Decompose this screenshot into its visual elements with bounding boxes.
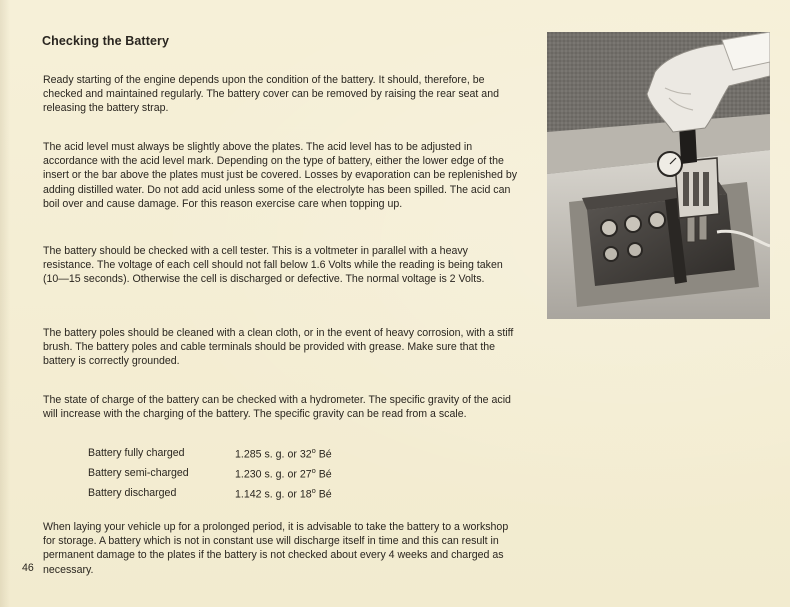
- baume-degrees-value: 27: [299, 468, 312, 481]
- table-row: [88, 443, 332, 463]
- charge-state-cell: Battery discharged: [88, 487, 177, 499]
- or-separator: or: [287, 468, 297, 481]
- paragraph-hydrometer: The state of charge of the battery can be checked with a hydrometer. The specific gravity of the acid will increase with the charging of the battery. The specific gravity can be read from a scale.: [43, 394, 511, 421]
- specific-gravity-value: 1.230 s. g.: [235, 468, 285, 481]
- gravity-cell: [235, 483, 332, 503]
- battery-photo-illustration: [547, 32, 770, 319]
- table-row: [88, 463, 332, 483]
- gravity-cell: [235, 463, 332, 483]
- paragraph-battery-poles: The battery poles should be cleaned with a clean cloth, or in the event of heavy corrosion, with a stiff brush. The battery poles and cable terminals should be provided with grease. Make sure that the battery is correctly grounded.: [43, 327, 514, 368]
- baume-unit: Bé: [318, 488, 332, 501]
- battery-check-photo: [547, 32, 770, 319]
- or-separator: or: [287, 448, 297, 461]
- specific-gravity-table: [88, 443, 332, 503]
- degree-symbol: o: [311, 465, 316, 475]
- baume-degrees-value: 32: [299, 448, 312, 461]
- paragraph-cell-tester: The battery should be checked with a cell tester. This is a voltmeter in parallel with a heavy resistance. The voltage of each cell should not fall below 1.6 Volts while the reading is being taken (10—15 seconds). Otherwise the cell is discharged or defective. The normal voltage is 2 Volts.: [43, 245, 503, 286]
- charge-state-cell: Battery semi-charged: [88, 467, 189, 479]
- page-binding-shadow: [0, 0, 10, 607]
- gravity-cell: [235, 443, 332, 463]
- degree-symbol: o: [311, 445, 316, 455]
- baume-unit: Bé: [318, 468, 332, 481]
- table-row: [88, 483, 332, 503]
- specific-gravity-value: 1.285 s. g.: [235, 448, 285, 461]
- specific-gravity-value: 1.142 s. g.: [235, 488, 285, 501]
- paragraph-acid-level: The acid level must always be slightly above the plates. The acid level has to be adjusted in accordance with the acid level mark. Depending on the type of battery, either the lower edge of the insert or the bar above the plates must just be covered. Losses by evaporation can be replenished by adding distilled water. Do not add acid unless some of the electrolyte has been spilled. The acid can boil over and cause damage. For this reason exercise care when topping up.: [43, 141, 518, 210]
- section-title: Checking the Battery: [42, 34, 170, 48]
- degree-symbol: o: [311, 485, 316, 495]
- baume-degrees-value: 18: [299, 488, 312, 501]
- charge-state-cell: Battery fully charged: [88, 447, 185, 459]
- paragraph-storage: When laying your vehicle up for a prolonged period, it is advisable to take the battery to a workshop for storage. A battery which is not in constant use will discharge itself in time and this can result in permanent damage to the plates if the battery is not checked about every 4 weeks and charged as necessary.: [43, 521, 509, 576]
- page-number: 46: [22, 562, 34, 574]
- or-separator: or: [287, 488, 297, 501]
- baume-unit: Bé: [318, 448, 332, 461]
- paragraph-intro: Ready starting of the engine depends upon the condition of the battery. It should, therefore, be checked and maintained regularly. The battery cover can be removed by raising the rear seat and releasing the battery strap.: [43, 74, 499, 115]
